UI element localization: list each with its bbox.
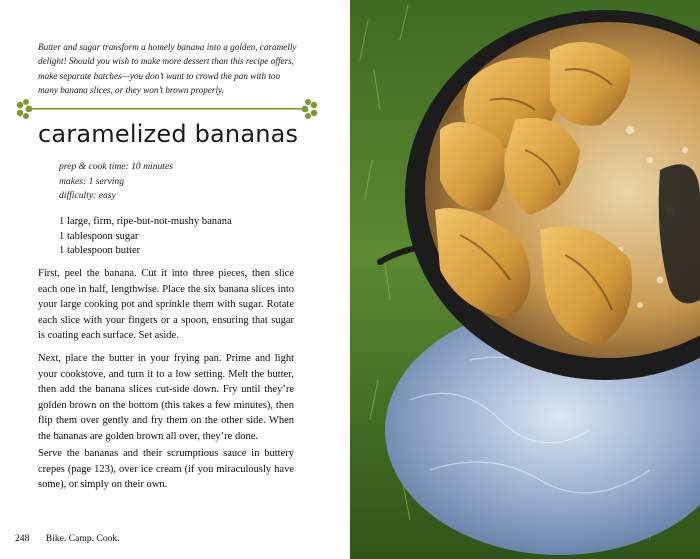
instruction-step: Serve the bananas and their scrumptious sauce in buttery crepes (page 123), over ice cream (if you miraculously have some), or simply on their own. — [38, 448, 294, 491]
servings: makes: 1 serving — [59, 175, 125, 187]
page-number: 248 — [15, 533, 30, 544]
ingredient-item: 1 large, firm, ripe-but-not-mushy banana — [59, 216, 232, 227]
pan-photo-illustration — [350, 0, 700, 559]
recipe-title: caramelized bananas — [38, 120, 299, 148]
recipe-meta — [59, 160, 173, 204]
difficulty: difficulty: easy — [59, 190, 116, 202]
page-footer — [15, 533, 120, 544]
recipe-intro: Butter and sugar transform a homely banana into a golden, caramelly delight! Should you wish to make more dessert than this recipe offers, make separate batches—you don’t want to crowd the pan with too many banana slices, or they won’t brown properly. — [38, 42, 297, 96]
instruction-step: First, peel the banana. Cut it into three pieces, then slice each one in half, lengthwise. Place the six banana slices into your large cooking pot and sprinkle them with sugar. Rotate each slice with your fingers or a spoon, ensuring that sugar is coating each surface. Set aside. — [38, 268, 294, 342]
caramelized-bananas-photo — [350, 0, 700, 559]
leaf-ornament-divider — [16, 98, 318, 120]
book-title: Bike. Camp. Cook. — [45, 533, 120, 544]
instruction-step: Next, place the butter in your frying pan. Prime and light your cookstove, and turn it to a low setting. Melt the butter, then add the banana slices cut-side down. Fry until they’re golden brown on the bottom (this takes a few minutes), then flip them over gently and fry them on the other side. When the bananas are golden brown all over, they’re done. — [38, 353, 294, 442]
ingredient-list — [59, 215, 232, 259]
prep-time: prep & cook time: 10 minutes — [59, 161, 173, 172]
ingredient-item: 1 tablespoon sugar — [59, 230, 139, 242]
ingredient-item: 1 tablespoon butter — [59, 245, 141, 257]
